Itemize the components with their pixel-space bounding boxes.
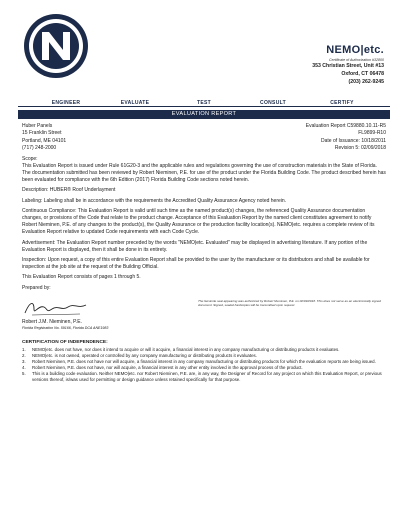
advertisement-label: Advertisement: xyxy=(22,239,56,246)
inspection-label: Inspection: xyxy=(22,257,47,264)
advertisement-text: The Evaluation Report number preceded by the words "NEMO|etc. Evaluated" may be displayed in advertising literature. If any portion of the Evaluation Report is displayed, then it shall be done in its entirety. xyxy=(22,239,368,253)
header-info xyxy=(22,123,386,153)
signature-icon xyxy=(22,297,92,319)
continuous-compliance-section xyxy=(22,208,386,237)
signature-section xyxy=(22,297,386,337)
description-section xyxy=(22,187,386,194)
fl-number: FL9899-R10 xyxy=(358,130,386,137)
phone-line: (203) 262-9245 xyxy=(348,79,384,85)
list-item: 2. NEMO|etc. is not owned, operated or controlled by any company manufacturing or distributing products it evaluates. xyxy=(22,353,257,359)
nemo-logo-icon xyxy=(22,12,90,80)
client-phone: (717) 248-2000 xyxy=(22,145,57,152)
advertisement-section xyxy=(22,240,386,254)
address-line-1: 353 Christian Street, Unit #13 xyxy=(312,63,384,69)
client-info xyxy=(22,123,66,153)
certification-line: Certificate of Authorization #32800 xyxy=(328,58,384,62)
report-body xyxy=(22,123,386,383)
disclosure-label: CERTIFICATION OF INDEPENDENCE: xyxy=(22,339,108,345)
labeling-text: Labeling shall be in accordance with the requirements the Accredited Quality Assurance Agency noted herein. xyxy=(43,197,287,204)
continuous-compliance-label: Continuous Compliance: xyxy=(22,207,77,214)
description-text: HUBER® Roof Underlayment xyxy=(49,187,116,194)
address-line-2: Oxford, CT 06478 xyxy=(341,71,384,77)
continuous-compliance-text: This Evaluation Report is valid until such time as the named product(s) changes, the referenced Quality Assurance documentation changes, or provisions of the Code that relate to the product change. Acceptance of this Evaluation Report by the named client constitutes agreement to notify Robert Nieminen, P.E. of any changes to the product(s), the Quality Assurance or the production facility location(s). NEMO|etc. requires a complete review of its Evaluation Report relative to updated Code requirements with each Code Cycle. xyxy=(22,207,375,236)
labeling-section xyxy=(22,198,386,205)
list-item: 4. Robert Nieminen, P.E. does not have, nor will acquire, a financial interest in any other entity involved in the approval process of the product. xyxy=(22,365,303,371)
signer-name: Robert J.M. Nieminen, P.E. xyxy=(22,318,82,325)
seal-note: The facsimile seal appearing was authorized by Robert Nieminen, P.E. on 02/09/2018. This does not serve as an electronically signed document. Signed, sealed hardcopies will be transmitted upon request. xyxy=(198,298,381,308)
nav-divider xyxy=(18,106,390,107)
nav-certify: CERTIFY xyxy=(330,100,354,106)
nav-engineer: ENGINEER xyxy=(51,100,81,106)
client-street: 15 Franklin Street xyxy=(22,130,62,137)
nav-evaluate: EVALUATE xyxy=(120,100,150,106)
inspection-section xyxy=(22,257,386,271)
description-label: Description: xyxy=(22,187,49,194)
labeling-label: Labeling: xyxy=(22,197,43,204)
disclosure-list xyxy=(22,347,386,383)
page-count: This Evaluation Report consists of pages 1 through 5. xyxy=(22,274,141,281)
company-name: NEMO|etc. xyxy=(326,44,384,56)
date-of-issuance: Date of Issuance: 10/18/2011 xyxy=(321,137,386,144)
scope-section xyxy=(22,156,386,185)
prepared-by-label: Prepared by: xyxy=(22,284,51,291)
client-name: Huber Panels xyxy=(22,123,53,129)
client-city: Portland, ME 04101 xyxy=(22,137,67,144)
inspection-text: Upon request, a copy of this entire Evaluation Report shall be provided to the user by the manufacturer or its distributors and shall be available for inspection at the job site at the request of the Building Official. xyxy=(22,257,370,271)
scope-label: Scope: xyxy=(22,155,38,162)
report-title: EVALUATION REPORT xyxy=(18,110,390,119)
scope-text: This Evaluation Report is issued under Rule 61G20-3 and the applicable rules and regulations governing the use of construction materials in the State of Florida. The documentation submitted has been reviewed by Robert Nieminen, P.E. for use of the product under the Florida Building Code. The product described herein has been evaluated for compliance with the 6th Edition (2017) Florida Building Code sections noted herein. xyxy=(22,162,386,184)
list-item: 5. This is a building code evaluation. Neither NEMO|etc. nor Robert Nieminen, P.E. are, in any way, the Designer of Record for any project on which this Evaluation Report, or previous versions thereof, is/was used for permitting or design guidance unless retained specifically for that purpose. xyxy=(22,371,382,383)
report-info xyxy=(306,123,386,153)
signer-title: Florida Registration No. 59166, Florida DCA ANE1983 xyxy=(22,325,109,330)
company-block xyxy=(312,44,384,86)
report-number: Evaluation Report C59880.10.11-R5 xyxy=(305,123,386,129)
list-item: 1. NEMO|etc. does not have, nor does it intend to acquire or will it acquire, a financial interest in any company manufacturing or distributing products it evaluates. xyxy=(22,347,340,353)
nav-consult: CONSULT xyxy=(260,100,286,106)
list-item: 3. Robert Nieminen, P.E. does not have nor will acquire, a financial interest in any company manufacturing or distributing products for which the evaluation reports are being issued. xyxy=(22,359,376,365)
nav-test: TEST xyxy=(197,100,211,106)
revision: Revision 5: 02/09/2018 xyxy=(334,145,386,152)
